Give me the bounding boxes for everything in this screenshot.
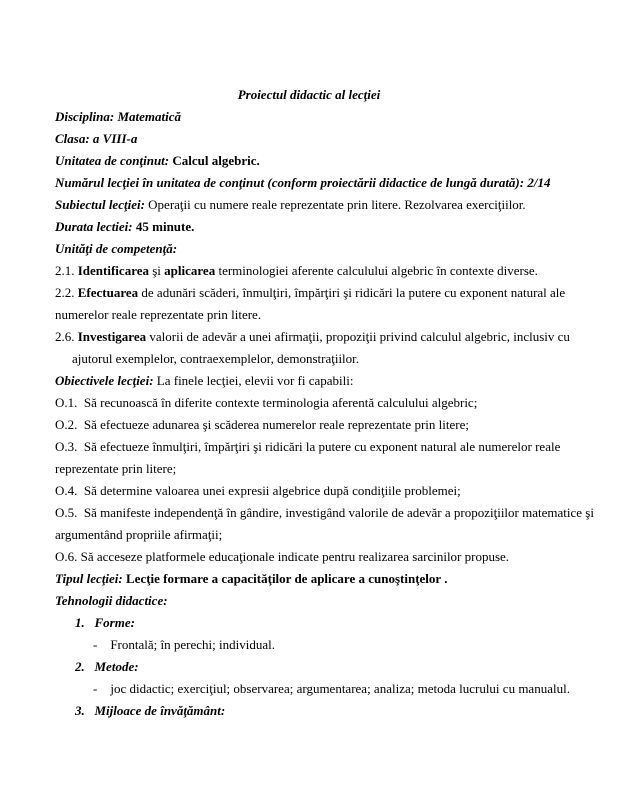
text-segment: Clasa: a VIII-a [55,131,138,146]
doc-line [55,634,563,656]
doc-line [55,502,594,524]
text-segment: terminologiei aferente calculului algebric în contexte diverse. [215,263,538,278]
doc-line [55,700,563,722]
doc-line [55,612,563,634]
text-segment: argumentând propriile afirmaţii; [55,527,223,542]
doc-line [55,656,563,678]
text-segment: ajutorul exemplelor, contraexemplelor, demonstraţiilor. [72,351,360,366]
doc-line [55,106,563,128]
text-segment: 1. Forme: [75,615,135,630]
doc-line [55,590,563,612]
text-segment: Unităţi de competenţă: [55,241,178,256]
doc-line [55,546,563,568]
text-segment: 3. Mijloace de învăţământ: [75,703,226,718]
text-segment: - Frontală; în perechi; individual. [93,637,275,652]
doc-line [55,216,563,238]
doc-line [55,458,563,480]
doc-line [55,260,563,282]
text-segment: aplicarea [164,263,216,278]
text-segment: reprezentate prin litere; [55,461,177,476]
text-segment: şi [149,263,165,278]
text-segment: O.6. Să acceseze platformele educaţionale indicate pentru realizarea sarcinilor propuse. [55,549,510,564]
text-segment: Operaţii cu numere reale reprezentate prin litere. Rezolvarea exerciţiilor. [148,197,526,212]
text-segment: O.1. Să recunoască în diferite contexte terminologia aferentă calculului algebric; [55,395,478,410]
doc-line [55,678,570,700]
doc-line [55,524,563,546]
doc-line [55,150,563,172]
text-segment: Subiectul lecţiei: [55,197,149,212]
text-segment: Tehnologii didactice: [55,593,168,608]
text-segment: - joc didactic; exerciţiul; observarea; argumentarea; analiza; metoda lucrului cu manualul. [93,681,570,696]
text-segment: Tipul lecţiei: [55,571,126,586]
doc-line [55,392,563,414]
text-segment: 2.2. [55,285,78,300]
doc-line [55,172,563,194]
text-segment: Durata lectiei: [55,219,136,234]
text-segment: 2.1. [55,263,78,278]
text-segment: Identificarea [77,263,149,278]
text-segment: Calcul algebric. [172,153,260,168]
doc-line [55,414,563,436]
doc-line [55,282,566,304]
document-title [55,84,563,106]
text-segment: 45 minute. [135,219,195,234]
text-segment: Numărul lecţiei în unitatea de conţinut (conform proiectării didactice de lungă durată): 2/14 [55,175,551,190]
doc-line [55,128,563,150]
doc-line [55,326,570,348]
text-segment: O.5. Să manifeste independenţă în gândire, investigând valorile de adevăr a propoziţiilor matematice şi [55,505,594,520]
doc-line [55,370,563,392]
text-segment: Obiectivele lecţiei: [55,373,157,388]
text-segment: O.4. Să determine valoarea unei expresii algebrice după condiţiile problemei; [55,483,461,498]
doc-line [55,348,563,370]
text-segment: O.3. Să efectueze înmulţiri, împărţiri şi ridicări la putere cu exponent natural ale numerelor reale [55,439,561,454]
document-body [55,84,594,722]
text-segment: Unitatea de conţinut: [55,153,173,168]
text-segment: valorii de adevăr a unei afirmaţii, propoziţii privind calculul algebric, inclusiv cu [146,329,570,344]
doc-line [55,480,563,502]
text-segment: de adunări scăderi, înmulţiri, împărţiri şi ridicări la putere cu exponent natural ale [138,285,566,300]
doc-line [55,568,563,590]
text-segment: 2.6. [55,329,78,344]
text-segment: O.2. Să efectueze adunarea şi scăderea numerelor reale reprezentate prin litere; [55,417,469,432]
text-segment: La finele lecţiei, elevii vor fi capabili: [156,373,354,388]
doc-line [55,238,563,260]
text-segment: numerelor reale reprezentate prin litere. [55,307,262,322]
doc-line [55,304,563,326]
text-segment: Proiectul didactic al lecţiei [237,87,381,102]
doc-line [55,194,563,216]
doc-line [55,436,563,458]
text-segment: Disciplina: Matematică [55,109,182,124]
text-segment: Efectuarea [77,285,139,300]
text-segment: 2. Metode: [75,659,139,674]
text-segment: Lecţie formare a capacităţilor de aplicare a cunoştinţelor . [126,571,448,586]
text-segment: Investigarea [77,329,147,344]
